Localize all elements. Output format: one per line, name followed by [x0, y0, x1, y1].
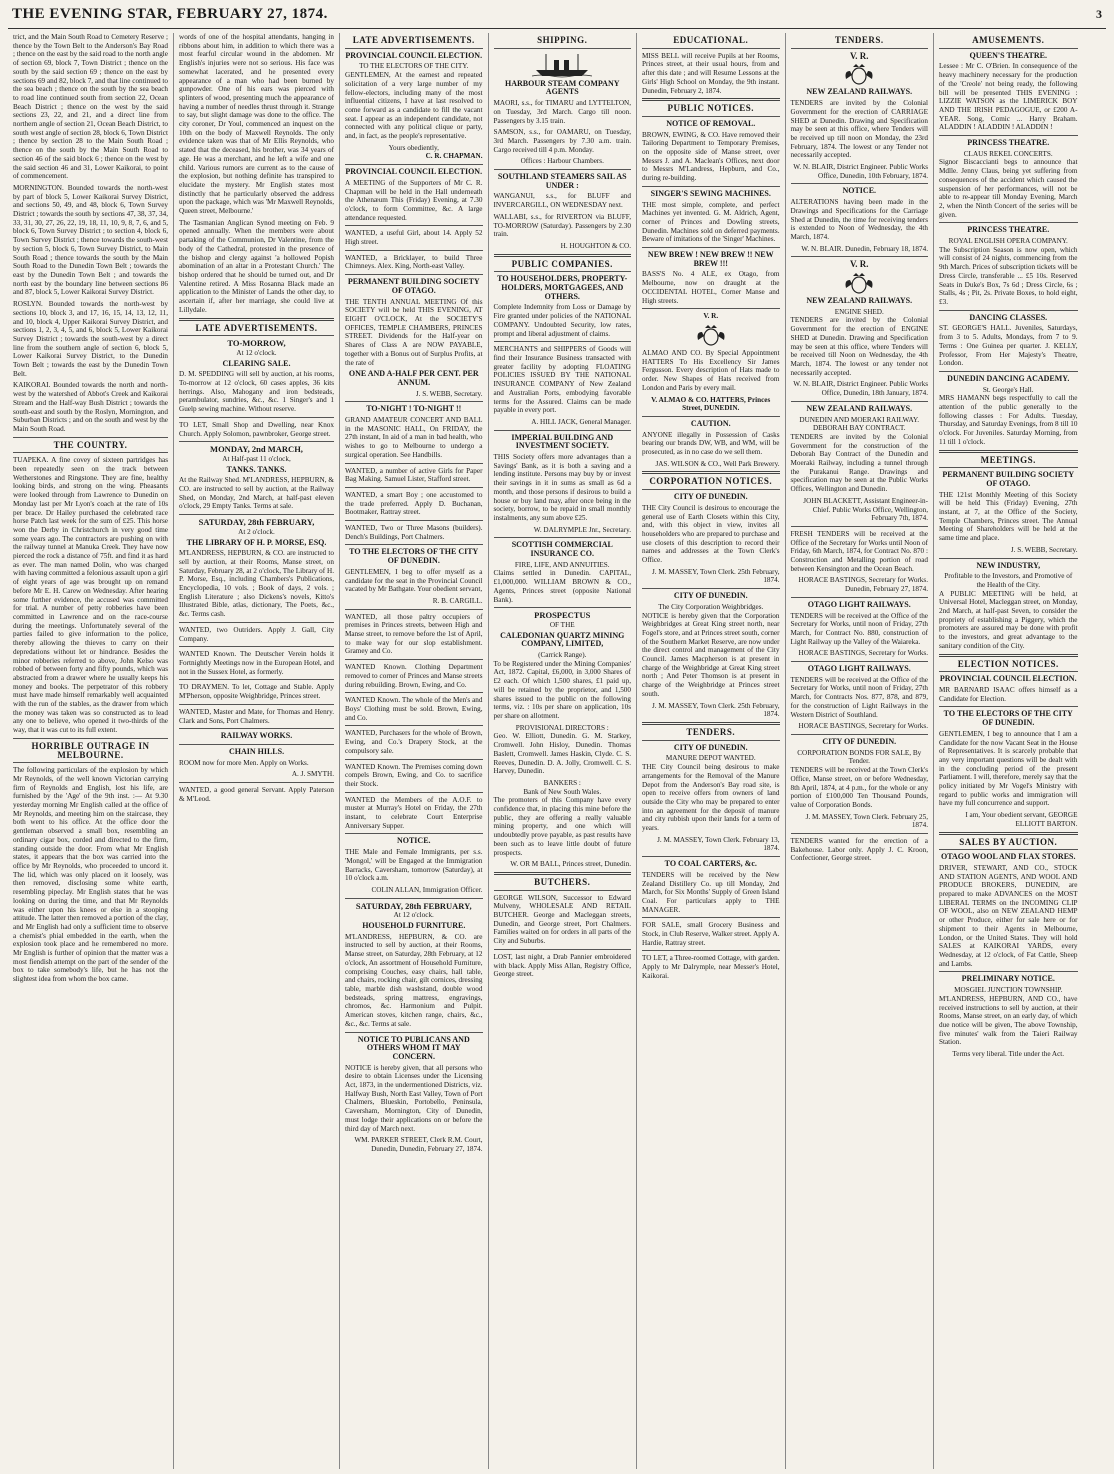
boundaries-text: trict, and the Main South Road to Cemetery Reserve ; thence by the Town Belt to the Anderson's Bay Road ; thence on the east by the said road to the north angle of section 69, block 7, Town District ; thence on the south by the said section 69 ; thence on the east by sections 69 and 82, block 7, and that line continued to the sea beach ; thence on the south by the sea beach to road line continued south from section 22, Ocean Beach District ; thence on the west by the said sections 23, 22, and 21, and a direct line from northern angle of section 21, Ocean Beach District, to south west angle of section 28, block 6, Town District ; thence by section 28 to the Main South Road ; thence on the south by the Main South Road to section 46 of the said block 6 ; thence on the west by the said section 46 and 31, Lower Kaikorai, to point of commencement. [13, 33, 168, 181]
almao-body: ALMAO AND CO. By Special Appointment HATTERS To His Excellency Sir James Fergusson. Every description of Hats made to order. New Shapes of Hats received from London and Paris by every mail. [642, 348, 780, 392]
masthead [8, 6, 1106, 29]
synod-text: The Tasmanian Anglican Synod meeting on Feb. 9 opened annually. When the members were about partaking of the Communion, Dr Valentine, from the body of the Cathedral, protested in the presence of the bishop and clergy against 'a hollowed Popish abomination of an altar in a Protestant Church.' The bishop ordered that he should be turned out, and Dr Valentine retired. A Miss Rosanna Black made an application to the Minister of Lands the other day, to ascertain if, after her marriage, she could live at Lillydale. [179, 218, 334, 314]
mornington-text: MORNINGTON. Bounded towards the north-west by part of block 5, Lower Kaikorai Survey District, and sections 50, 49, and 48, block 6, Town Survey District ; towards the south by sections 47, 38, 37, 34, 33, 31, 30, 27, 26, 22, 19, 18, 11, 10, 9, 8, 7, 6, and 5, block 6, Town Survey District ; to section 4, block 6, Town Survey District ; thence towards the south-west by section 5, block 6, Town Survey District, to Main South Road ; thence towards the south by the Main South Road to the Dunedin Town Belt ; towards the east by the Dunedin Town Belt ; and towards the north east by the boundary line between sections 86 and 87, block 5, Lower Kaikorai Survey District. [13, 183, 168, 297]
educational-heading: EDUCATIONAL. [673, 35, 749, 45]
cod-weighbridge-body: NOTICE is hereby given that the Corporation Weighbridges at Great King street north, near Fogel's store, and at Princes street south, corner of the Southern Market Reserve, are now under the direct control and management of the City Council. James Macpherson is at present in charge of the Weighbridge at Great King street north ; And Peter Thomson is at present in charge of the Weighbridge at Princes street south. [642, 611, 780, 698]
pbs-heading: PERMANENT BUILDING SOCIETY OF OTAGO. [347, 277, 480, 295]
dancing-classes-heading: DANCING CLASSES. [969, 312, 1048, 322]
corporation-notices-heading: CORPORATION NOTICES. [649, 476, 773, 487]
prospectus-signature: W. OR M BALL, Princes street, Dunedin. [510, 860, 631, 869]
wool-flax-heading: OTAGO WOOL AND FLAX STORES. [941, 852, 1076, 862]
scottish-heading: SCOTTISH COMMERCIAL INSURANCE CO. [511, 540, 613, 559]
otago-light-railways-heading-1: OTAGO LIGHT RAILWAYS. [807, 599, 911, 609]
caution-signature: JAS. WILSON & CO., Well Park Brewery. [655, 459, 780, 468]
outrage-continued: words of one of the hospital attendants, hanging in ribbons about him, in addition to which there was a most fearful circular wound in the abdomen. Mr English's injuries were not so serious. His face was somewhat lacerated, and he presented every appearance of a man who had been burned by gunpowder. One of his ears was pierced with splinters of wood, presenting much the appearance of having a number of needles thrust through it. Strange to say, but slight damage was done to the office. The city coroner, Dr Youl, commenced an inquest on the 10th on the body of Maxwell Reynolds. The only evidence taken was that of Mr Ellis Reynolds, who stated that the deceased, his brother, was 34 years of age. He was a merchant, and he left a wife and one child. Various rumors are current as to the cause of the explosion, but nothing definite has transpired to elucidate the mystery. Mr English states most distinctly that he particularly observed the address upon the package, which was 'Mr Maxwell Reynolds, Queen street, Melbourne.' [179, 33, 334, 216]
new-industry-heading: NEW INDUSTRY, [976, 560, 1041, 570]
royal-crest-icon [842, 272, 876, 294]
royal-crest-icon [694, 324, 728, 346]
nz-railways-heading-1: NEW ZEALAND RAILWAYS. [806, 87, 913, 97]
southland-railways-tender: TENDERS will be received at the Office of the Secretary for Works, until noon of Friday, 27th March, for Contracts Nos. 877, 878, and 879, for the construction of Light Railways in the Western District of Southland. [790, 675, 928, 719]
bankers-name: Bank of New South Wales. [523, 787, 602, 796]
ad-tanks-sale: MONDAY, 2nd MARCH, At Half-past 11 o'clock, TANKS. TANKS. At the Railway Shed. M'LANDRESS, HEPBURN, & CO. are instructed to sell by auction, at the Railway Shed, on Monday, 2nd March, at half-past eleven o'clock, 29 Empty Tanks. Terms at sale. [179, 444, 334, 511]
pbs-meeting-body: THE 121st Monthly Meeting of this Society will be held This (Friday) Evening, 27th instant, at 7, at the Office of the Society, Temple Chambers, Princes street. The Annual Meeting of Shareholders will be held at the same time and place. [939, 490, 1078, 543]
barton-electors-heading: TO THE ELECTORS OF THE CITY OF DUNEDIN. [943, 709, 1073, 728]
claus-rekel-body: Signor Biscaccianti begs to announce that Mdlle. Jenny Claus, being yet suffering from consequences of the accident which caused the suspension of her performances, will not be able to re-appear till Monday Evening, March 2, when the Ninth Concert of the series will be given. [939, 158, 1078, 219]
wool-flax-body: DRIVER, STEWART, AND CO., STOCK AND STATION AGENTS, AND WOOL AND PRODUCE BROKERS, DUNEDIN, are prepared to make ADVANCES on the MOST LIBERAL TERMS on the INCOMING CLIP OF WOOL, also on NEW ZEALAND HEMP or other Produce, either for sale here or for shipment to their Agents in Melbourne, London, or the United States. They will hold SALES at KAIKORAI YARDS, every Wednesday, at 12 o'clock, of Fat Cattle, Sheep and Lambs. [939, 863, 1078, 968]
southland-heading: SOUTHLAND STEAMERS SAIL AS UNDER : [497, 172, 627, 190]
chain-hills-heading: CHAIN HILLS. [228, 746, 285, 756]
election-notices-heading: ELECTION NOTICES. [957, 658, 1059, 669]
ad-wanted-purchasers: WANTED, Purchasers for the whole of Brown, Ewing, and Co.'s Drapery Stock, at the compulsory sale. [345, 729, 483, 755]
claus-rekel-heading: CLAUS REKEL CONCERTS. [963, 149, 1053, 158]
tenders-heading-col5: TENDERS. [686, 727, 736, 737]
sales-by-auction-heading: SALES BY AUCTION. [959, 836, 1058, 847]
almao-signature: V. ALMAO & CO. HATTERS, Princes Street, DUNEDIN. [651, 395, 771, 413]
roslyn-text: ROSLYN. Bounded towards the north-west by sections 10, block 3, and 17, 16, 15, 14, 13, 12, 11, and 10, block 4, Upper Kaikorai Survey District, and sections 1, 2, 3, 4, 5, and 6, block 5, Lower Kaikorai Survey District ; towards the south-west by a direct line from the southern angle of section 6, block 5, Lower Kaikorai Survey District, to the Dunedin Town Belt ; towards the east by the Dunedin Town Belt. [13, 300, 168, 378]
maori-sailing: MAORI, s.s., for TIMARU and LYTTELTON, on Tuesday, 3rd March. Cargo till noon. Passengers by 3.15 train. [493, 99, 631, 125]
deborah-bay-signature: JOHN BLACKETT, Assistant Engineer-in-Chief. Public Works Office, Wellington, February 7th, 1874. [803, 496, 928, 523]
bakehouse-tender: TENDERS wanted for the erection of a Bakehouse. Labor only. Apply J. C. Kroon, Confectioner, George street. [790, 837, 928, 863]
notice-heading: NOTICE. [842, 186, 877, 196]
alterations-notice: ALTERATIONS having been made in the Drawings and Specifications for the Carriage Shed at Dunedin, the time for receiving tenders is extended to Noon of Wednesday, the 4th March, 1874. [790, 198, 928, 241]
vr-line-2: V. R. [849, 259, 869, 270]
butchers-body: GEORGE WILSON, Successor to Edward Mulveny, WHOLESALE AND RETAIL BUTCHER. George and Macleggan streets, Dunedin, and George street, Port Chalmers. Families waited on for orders in all parts of the City and Suburbs. [493, 893, 631, 946]
furniture-time: At 12 o'clock. [393, 911, 434, 920]
pc-election-heading: PROVINCIAL COUNCIL ELECTION. [345, 50, 483, 60]
ad-servant: WANTED, a good general Servant. Apply Paterson & M'Leod. [179, 786, 334, 803]
insurance-body: Complete Indemnity from Loss or Damage by Fire granted under policies of the NATIONAL COMPANY. Undoubted Security, low rates, prompt and liberal adjustment of claims. [493, 303, 631, 338]
columns [8, 33, 1106, 1469]
ad-wanted-known-men: WANTED Known. The whole of the Men's and Boys' Clothing must be sold. Brown, Ewing, and Co. [345, 696, 483, 722]
houghton-signature: H. HOUGHTON & CO. [560, 241, 631, 250]
almao-vr: V. R. [703, 312, 719, 321]
engine-shed-signature: W. N. BLAIR, District Engineer. Public Works Office, Dunedin, 18th January, 1874. [793, 380, 928, 398]
dancing-academy-sub: St. George's Hall. [982, 385, 1034, 394]
barton-address: GENTLEMEN, I beg to announce that I am a Candidate for the now Vacant Seat in the House of Representatives. It is scarcely probable that any very important questions will be dealt with in the concluding period of the present Parliament. I will, therefore, merely say that the policy initiated by Mr Vogel's Ministry with regard to public works and immigration will have my full concurrence and support. [939, 729, 1078, 808]
opera-company-body: The Subscription Season is now open, which will consist of 24 nights, commencing from the 9th March. Prices of subscription tickets will be Dress Circle, transferable ... £5 10s. Reserved Seats in Duke's Box, 7s 6d ; Dress Circle, 6s ; Stalls, 4s ; Pit, 2s. Private Boxes, to hold eight, £3. [939, 245, 1078, 306]
cod-manure-signature: J. M. MASSEY, Town Clerk. February 13, 1874. [657, 835, 780, 853]
butchers-heading: BUTCHERS. [534, 876, 591, 887]
concert-body: GRAND AMATEUR CONCERT AND BALL in the MASONIC HALL, On FRIDAY, the 27th instant, In aid of a man in bad health, who wishes to go to Melbourne to undergo a surgical operation. See Handbills. [345, 416, 483, 459]
outrage-text: The following particulars of the explosion by which Mr Reynolds, of the well known Victorian carrying firm of Reynolds and English, lost his life, are furnished by the 'Age' of the 9th inst. :— At 9.30 yesterday morning Mr English called at the office of Mr Reynolds, and meeting him on the staircase, they both went to his office. At the office door the gentleman observed a small box, resembling an ordinary cigar box, corded and directed to the firm, standing outside the door. From what Mr English states, it appears that the box was carried into the office by Mr Reynolds, who proceeded to uncord it. The lid, which was only placed on it loosely, was then removed, disclosing some white earth, resembling pipeclay. Mr English states that he was looking on during the time, and that Mr Reynolds was either upon his knees or else in a stooping attitude. The latter then removed a portion of the clay, and Mr English had only a sufficient time to observe a chemist's phial embedded in the earth, when the explosion took place and he remembered no more. Mr English is further of opinion that the matter was a most fiendish attempt on the part of the sender of the box to take somebody's life, but he has not the slightest idea from whom the box came. [13, 766, 168, 984]
queens-theatre-heading: QUEEN'S THEATRE. [969, 50, 1047, 60]
wanganui-sailing: WANGANUI, s.s., for BLUFF and INVERCARGILL, ON WEDNESDAY next. [493, 192, 631, 210]
concert-heading: TO-NIGHT ! TO-NIGHT !! [366, 404, 462, 414]
cargill-address: GENTLEMEN, I beg to offer myself as a candidate for the seat in the Provincial Council vacated by Mr Bathgate. Your obedient servant, [345, 567, 483, 594]
publicans-signature: WM. PARKER STREET, Clerk R.M. Court, Dunedin, Dunedin, February 27, 1874. [354, 1136, 483, 1153]
royal-crest-icon [842, 63, 876, 85]
singer-body: THE most simple, complete, and perfect Machines yet invented. G. M. Aldrich, Agent, corner of Princes and Dowling streets, Dunedin. Machines sold on deferred payments. Beware of imitations of the 'Singer' Machines. [642, 200, 780, 244]
bankers-heading: BANKERS : [543, 778, 581, 787]
pbs-meeting-signature: J. S. WEBB, Secretary. [1010, 545, 1078, 554]
prospectus-of: OF THE [549, 620, 575, 629]
chapman-meeting: A MEETING of the Supporters of Mr C. R. Chapman will be held in the Hall underneath the Athenæum This (Friday) Evening, at 7.30 o'clock, to form Committee, &c. A large attendance requested. [345, 178, 483, 222]
prospectus-body: To be Registered under the Mining Companies' Act, 1872. Capital, £6,000, in 3,000 Shares of £2 each. Of which 1,500 shares, £1 paid up, will be retained by the proprietor, and 1,500 shares issued to the public on the following terms, viz. : 10s per share on application, 10s per share on allotment. [493, 659, 631, 720]
cottage-to-let: TO LET, a Three-roomed Cottage, with garden. Apply to Mr Dalrymple, near Messer's Hotel, Kaikorai. [642, 954, 780, 980]
deborah-bay-heading: DEBORAH BAY CONTRACT. [812, 424, 906, 433]
column-7 [934, 33, 1083, 1469]
otago-light-railways-heading-2: OTAGO LIGHT RAILWAYS. [807, 664, 911, 674]
pc-electors-sub: TO THE ELECTORS OF THE CITY. [359, 62, 469, 71]
cod-weighbridge-signature: J. M. MASSEY, Town Clerk. 25th February, 1874. [651, 701, 780, 719]
prospectus-body-2: The promoters of this Company have every confidence that, in placing this mine before the public, they are offering a really valuable mining property, and one which will undoubtedly prove payable, as past results have been such as to leave little doubt of future prospects. [493, 796, 631, 857]
column-4 [489, 33, 638, 1469]
new-brew-body: BASS'S No. 4 ALE, ex Otago, from Melbourne, now on draught at the OCCIDENTAL HOTEL, Corner Manse and High streets. [642, 270, 780, 305]
publicans-heading: NOTICE TO PUBLICANS AND OTHERS WHOM IT MAY CONCERN. [357, 1034, 470, 1061]
tenders-heading: TENDERS. [834, 35, 884, 45]
lost-notice: LOST, last night, a Drab Pannier embroidered with black. Apply Miss Allan, Registry Office, George street. [493, 952, 631, 979]
shipping-heading: SHIPPING. [537, 35, 588, 45]
city-bonds-sub: CORPORATION BONDS FOR SALE, By Tender. [797, 748, 922, 766]
scottish-body: Claims settled in Dunedin. CAPITAL, £1,000,000. WILLIAM BROWN & CO., Agents, Princes street (opposite National Bank). [493, 569, 631, 604]
public-notices-heading: PUBLIC NOTICES. [667, 103, 755, 114]
ad-draymen: TO DRAYMEN. To let, Cottage and Stable. Apply M'Pherson, opposite Weighbridge, Princes street. [179, 683, 334, 701]
ad-wanted-occupiers: WANTED, all those paltry occupiers of premises in Princes streets, between High and Manse street, to remove before the 1st of April, to make way for our slop establishment. Gramey and Co. [345, 612, 483, 656]
queens-theatre-body: Lessee : Mr C. O'Brien. In consequence of the heavy machinery necessary for the production of the 'Creole' not being ready, the following bill will be presented THIS EVENING : LIZZIE WATSON as the LIMERICK BOY AND THE IRISH PEDAGOGUE, or £200 A-YEAR. Song, Comic ... Harry Braham. ALADDIN ! ALADDIN ! ALADDIN ! [939, 62, 1078, 132]
wallabi-sailing: WALLABI, s.s., for RIVERTON via BLUFF, TO-MORROW (Saturday). Passengers by 2.30 train. [493, 212, 631, 239]
ad-master-mate: WANTED, Master and Mate, for Thomas and Henry. Clark and Sons, Port Chalmers. [179, 707, 334, 725]
page-number: 3 [1096, 7, 1102, 21]
newspaper-title: THE EVENING STAR, FEBRUARY 27, 1874. [12, 6, 328, 22]
scottish-sub: FIRE, LIFE, AND ANNUITIES. [514, 560, 610, 569]
opera-company-heading: ROYAL ENGLISH OPERA COMPANY. [948, 237, 1068, 246]
prospectus-heading: PROSPECTUS [534, 610, 591, 621]
chain-hills-text: ROOM now for more Men. Apply on Works. [179, 758, 309, 767]
cod-earth-closets-body: THE City Council is desirous to encourage the general use of Earth Closets within this City, and, with this object in view, invites all householders who are prepared to purchase and use closets of this description to record their names and addresses at the Town Clerk's Office. [642, 503, 780, 565]
steamship-illustration [532, 52, 592, 78]
imperial-heading: IMPERIAL BUILDING AND INVESTMENT SOCIETY. [511, 432, 614, 451]
waiareka-signature: HORACE BASTINGS, Secretary for Works. [798, 649, 928, 658]
chapman-address: GENTLEMEN, At the earnest and repeated solicitation of a very large number of my fellow-electors, including many of the most influential citizens, I have at last resolved to come forward as a candidate to fill the vacant seat. I appear as an independent candidate, not connected with any political clique or party, and, in fact, as the people's representative. [345, 71, 483, 141]
outrage-heading: HORRIBLE OUTRAGE IN MELBOURNE. [31, 740, 150, 760]
princess-theatre-heading-1: PRINCESS THEATRE. [967, 138, 1050, 148]
public-companies-heading: PUBLIC COMPANIES. [511, 258, 613, 269]
ad-wanted-known-clothing: WANTED Known. Clothing Department removed to corner of Princes and Manse streets during rebuilding. Brown, Ewing, and Co. [345, 663, 483, 689]
cargill-signature: R. B. CARGILL. [432, 596, 483, 605]
late-ads-heading: LATE ADVERTISEMENTS. [195, 322, 318, 333]
offices-line: Offices : Harbour Chambers. [520, 157, 604, 166]
cod-manure-body: THE City Council being desirous to make arrangements for the Removal of the Manure Depot from the Anderson's Bay road site, is open to receive offers from owners of land outside the City who may be prepared to enter into an agreement for the deposit of manure and city rubbish upon their lands for a term of years. [642, 763, 780, 833]
directors-list: Geo. W. Elliott, Dunedin. G. M. Starkey, Cromwell. John Hisloy, Dunedin. Thomas Baslett, Cromwell. James Haskin, Clyde. C. S. Reeves, Dunedin. D. A. Jolly, Cromwell. C. S. Harvey, Dunedin. [493, 732, 631, 776]
removal-body: BROWN, EWING, & CO. Have removed their Tailoring Department to Temporary Premises, on the opposite side of Manse street, over Messrs J. and A. Maclean's Offices, next door to Messrs M'Landress, Hepburn, and Co., during re-building. [642, 130, 780, 183]
alterations-signature: W. N. BLAIR. Dunedin, February 18, 1874. [801, 244, 928, 253]
electors-heading: TO THE ELECTORS OF THE CITY OF DUNEDIN. [349, 547, 479, 566]
singer-heading: SINGER'S SEWING MACHINES. [650, 188, 771, 198]
city-bonds-heading: CITY OF DUNEDIN. [822, 737, 897, 746]
column-6 [786, 33, 935, 1469]
late-ads-heading-2: LATE ADVERTISEMENTS. [352, 35, 475, 45]
samson-sailing: SAMSON, s.s., for OAMARU, on Tuesday, 3rd March. Passengers by 7.30 a.m. train. Cargo received till 4 p.m. Monday. [493, 128, 631, 154]
nz-railways-heading-3: NEW ZEALAND RAILWAYS. [806, 403, 913, 413]
mosgiel-body: M'LANDRESS, HEPBURN, AND CO., have received instructions to sell by auction, at their Rooms, Manse street, on an early day, of which due notice will be given, The above Township, five minutes' walk from the Taieri Railway Station. [939, 994, 1078, 1047]
immigrants-notice-heading: NOTICE. [396, 836, 431, 846]
prospectus-company: CALEDONIAN QUARTZ MINING COMPANY, LIMITED, [500, 630, 625, 649]
city-bonds-tender: TENDERS will be received at the Town Clerk's Office, Manse street, on or before Wednesday, 8th April, 1874, at 4 p.m., for the whole or any portion of £100,000 Ten Thousand Pounds, value of Corporation Bonds. [790, 766, 928, 809]
caution-body: ANYONE illegally in Possession of Casks bearing our brands DW, WB, and WM, will be prosecuted, as in no case do we sell them. [642, 430, 780, 457]
new-brew-heading: NEW BREW ! NEW BREW !! NEW BREW !!! [647, 250, 774, 268]
ad-shop-to-let: TO LET, Small Shop and Dwelling, near Knox Church. Apply Solomon, pawnbroker, George street. [179, 420, 334, 438]
coal-carters-heading: TO COAL CARTERS, &c. [664, 859, 757, 869]
barton-signature: I am, Your obedient servant, GEORGE ELLIOTT BARTON. [965, 811, 1078, 828]
imperial-body: THIS Society offers more advantages than a Savings' Bank, as it is both a saving and a lending institute. Persons may buy by or invest their savings in it in sums as small as 6d a month, and those persons if desirous to build a house or buy land may, after once being in the society, borrow, to be repaid in small monthly instalments, any sum above £25. [493, 453, 631, 522]
furniture-date: SATURDAY, 28th FEBRUARY, [355, 900, 472, 911]
isaac-candidacy: MR BARNARD ISAAC offers himself as a Candidate for Election. [939, 686, 1078, 703]
ad-wanted-bricklayer: WANTED, a Bricklayer, to build Three Chimneys. Alex. King, North-east Valley. [345, 253, 483, 271]
dancing-academy-heading: DUNEDIN DANCING ACADEMY. [947, 373, 1070, 383]
chapman-signature: C. R. CHAPMAN. [425, 152, 483, 161]
preliminary-notice-heading: PRELIMINARY NOTICE. [961, 974, 1055, 984]
column-3 [340, 33, 489, 1469]
engine-shed-heading: ENGINE SHED. [834, 307, 884, 316]
southland-railways-signature: HORACE BASTINGS, Secretary for Works. [798, 722, 928, 731]
city-bonds-signature: J. M. MASSEY, Town Clerk. February 25, 1874. [805, 812, 928, 830]
ad-wanted-aof: WANTED the Members of the A.O.F. to muster at Murray's Hotel on Friday, the 27th instant, to celebrate Court Enterprise Anniversary Supper. [345, 795, 483, 830]
harbour-steam-heading: HARBOUR STEAM COMPANY AGENTS [504, 78, 620, 97]
deborah-bay-tender: TENDERS are invited by the Colonial Government for the construction of the Deborah Bay Contract of the Dunedin and Moeraki Railway, including a tunnel through the Purakanui Range. Drawings and specification may be seen at the Public Works Offices, Wellington and Dunedin. [790, 432, 928, 494]
furniture-body: M'LANDRESS, HEPBURN, & CO. are instructed to sell by auction, at their Rooms, Manse street, on Saturday, 28th February, at 12 o'clock, An assortment of Household Furniture, comprising Couches, easy chairs, hall table, and chairs, rocking chair, gilt cornices, dressing table, marble dish washstand, double wood bedsteads, spring mattress, engravings, chromos, &c. Harmonium and Pulpit. American stoves, kitchen range, chairs, &c., &c., &c. Terms at sale. [345, 932, 483, 1028]
dancing-academy-body: MRS HAMANN begs respectfully to call the attention of the public generally to the following classes : For Adults. Tuesday, Thursday, and Saturday Evenings, from 8 till 10 o'clock. For Juveniles. Saturday Morning, from 11 till 1 o'clock. [939, 394, 1078, 446]
country-heading: THE COUNTRY. [53, 439, 128, 450]
immigrants-notice: THE Male and Female Immigrants, per s.s. 'Mongol,' will be Engaged at the Immigration Barracks, Caversham, tomorrow (Saturday), at 10 o'clock a.m. [345, 848, 483, 883]
fresh-tenders-signature: HORACE BASTINGS, Secretary for Works. Dunedin, February 27, 1874. [798, 576, 928, 594]
ad-wanted-girl: WANTED, a useful Girl, about 14. Apply 52 High street. [345, 229, 483, 247]
pc-election-heading-2: PROVINCIAL COUNCIL ELECTION. [345, 167, 483, 177]
ad-deutscher-verein: WANTED Known. The Deutscher Verein holds it Fortnightly Meetings now in the European Hotel, and not in the Sussex Hotel, as formerly. [179, 650, 334, 676]
carriage-shed-tender: TENDERS are invited by the Colonial Government for the erection of CARRIAGE SHED at Dunedin. Drawing and Specification may be seen at this office, where Tenders will be received up till noon on Monday, the 23rd February, 1874. The lowest or any Tender not necessarily accepted. [790, 99, 928, 160]
ad-wanted-boy: WANTED, a smart Boy ; one accustomed to the trade preferred. Apply D. Buchanan, Bootmaker, Rattray street. [345, 490, 483, 517]
country-text: TUAPEKA. A fine covey of sixteen partridges has been repeatedly seen on the track between Wetherstones and Ringstone. They are fine, healthy looking birds, and strong on the wing. Pheasants were looked through from Lawrence to Dunedin on Monday last per Mr Lyon's coach at the rate of 10s per brace. Dr Hailey purchased the celebrated race horse Patch last week for the sum of £25. This horse won the Derby in Christchurch in very good time some years ago. The contractors are pushing on with the railway tunnel at Manuka Creek. They have now pierced the rock a distance of 75ft. and find it as hard as ever. The man named Dolin, who was charged with having committed a felonious assault upon a girl of eight years of age was brought up on remand before Mr E. H. Carew on Wednesday. After hearing some further evidence, the accused was committed for trial. A number of petty robberies have been committed in Lawrence and on the race-course during the meetings. Unfortunately several of the parties failed to give information to the police, thereby allowing the thieves to carry on their depredations without let or hindrance. Besides the minor robberies referred to above, John Kelso was robbed of between forty and fifty pounds, which was abstracted from a drawer where he usually keeps his money and books. The perpetrator of this robbery must have made himself remarkably well acquainted with the run of the stables, as the drawer from which the money was taken was so constructed as to lead any one to believe, who opened it two-thirds of the way, that it was cut to its full extent. [13, 456, 168, 735]
imperial-signature: W. DALRYMPLE Jnr., Secretary. [533, 525, 631, 534]
railway-works-heading: RAILWAY WORKS. [220, 731, 293, 741]
grocery-sale: FOR SALE, small Grocery Business and Stock, in Club Reserve, Walker street. Apply A. Hardie, Rattray street. [642, 921, 780, 947]
kaikorai-text: KAIKORAI. Bounded towards the north and north-west by the watershed of Abbot's Creek and Kaikorai Stream and the Half-way Bush District ; towards the south-east and south by the Roslyn, Mornington, and Suburban Districts ; and on the south and west by the Main South Road. [13, 381, 168, 433]
miss-bell-notice: MISS BELL will receive Pupils at her Rooms, Princes street, at their usual hours, from and after this date ; and will Resume Lessons at the Girls' High School on Monday, the 9th instant. Dunedin, February 2, 1874. [642, 51, 780, 95]
ad-wanted-masons: WANTED, Two or Three Masons (builders). Dench's Buildings, Port Chalmers. [345, 524, 483, 541]
mosgiel-heading: MOSGIEL JUNCTION TOWNSHIP. [954, 986, 1063, 995]
pbs-body: THE TENTH ANNUAL MEETING Of this SOCIETY will be held THIS EVENING, AT EIGHT O'CLOCK, At the SOCIETY'S OFFICES, TEMPLE CHAMBERS, PRINCES STREET. Dividends for the Half-year on Shares of Class A are NOW PAYABLE, together with a Bonus out of Surplus Profits, at the rate of [345, 297, 483, 367]
ad-wanted-known-premises: WANTED Known. The Premises coming down compels Brown, Ewing, and Co. to sacrifice their Stock. [345, 762, 483, 788]
princess-theatre-heading-2: PRINCESS THEATRE. [967, 225, 1050, 235]
cod-weighbridge-heading: CITY OF DUNEDIN. [673, 591, 748, 601]
ad-clearing-sale: TO-MORROW, At 12 o'clock. CLEARING SALE. D. M. SPEDDING will sell by auction, at his rooms, To-morrow at 12 o'clock, 60 cases apples, 36 kits herrings. Also, Mahogany and iron bedsteads, perambulator, sundries, &c., &c. 1 Singer's and 1 Guelp sewing machine. Without reserve. [179, 338, 334, 414]
cod-manure-sub: MANURE DEPOT WANTED. [665, 754, 756, 763]
cod-weighbridge-sub: The City Corporation Weighbridges. [658, 602, 764, 611]
pbs-meeting-heading: PERMANENT BUILDING SOCIETY OF OTAGO. [942, 470, 1075, 488]
carriage-shed-signature: W. N. BLAIR, District Engineer. Public Works Office, Dunedin, 10th February, 1874. [793, 163, 928, 180]
pbs-rate: ONE AND A-HALF PER CENT. PER ANNUM. [348, 369, 479, 387]
prospectus-sub: (Carrick Range). [538, 651, 587, 660]
merchants-body: MERCHANTS and SHIPPERS of Goods will find their Insurance Business transacted with greater facility by adopting FLOATING POLICIES ISSUED BY THE NATIONAL INSURANCE COMPANY of New Zealand and Australian Ports, embodying favorable terms for the Assured. Claims can be made payable in every port. [493, 345, 631, 415]
nz-railways-heading-2: NEW ZEALAND RAILWAYS. [806, 296, 913, 306]
fresh-tenders: FRESH TENDERS will be received at the Office of the Secretary for Works until Noon of Friday, 6th March, 1874, for Contract No. 870 : Construction and Metalling portion of road between Kensington and the Ocean Beach. [790, 529, 928, 573]
ad-wanted-paper-bag: WANTED, a number of active Girls for Paper Bag Making. Samuel Lister, Stafford street. [345, 466, 483, 484]
cod-manure-heading: CITY OF DUNEDIN. [673, 742, 748, 752]
merchants-signature: A. HILL JACK, General Manager. [531, 417, 631, 426]
new-industry-body: A PUBLIC MEETING will be held, at Universal Hotel, Macleggan street, on Monday, 2nd March, at half-past Seven, to consider the propriety of establishing a Piggery, which the promoters are assured may be done with profit to the investors, and great advantage to the sanitary condition of the City. [939, 589, 1078, 650]
coal-carters-body: TENDERS will be received by the New Zealand Distillery Co. up till Monday, 2nd March, for Six Months' Supply of Green Island Coal. For particulars apply to THE MANAGER. [642, 870, 780, 914]
cod-earth-closets-signature: J. M. MASSEY, Town Clerk. 25th February, 1874. [651, 567, 780, 585]
insurance-heading: TO HOUSEHOLDERS, PROPERTY-HOLDERS, MORTGAGEES, AND OTHERS. [497, 274, 628, 301]
waiareka-tender: TENDERS will be received at the Office of the Secretary for Works, until noon of Friday, 27th March, for Contract No. 880, construction of Light Railway up the Valley of the Waiareka. [790, 611, 928, 646]
directors-heading: PROVISIONAL DIRECTORS : [515, 723, 609, 732]
new-industry-sub: Profitable to the Investors, and Promotive of the Health of the City. [944, 572, 1073, 589]
dancing-classes-body: ST. GEORGE'S HALL. Juveniles, Saturdays, from 3 to 5. Adults, Mondays, from 7 to 9. Terms : One Guinea per quarter. J. KELLY, Professor, From Her Majesty's Theatre, London. [939, 324, 1078, 368]
immigrants-signature: COLIN ALLAN, Immigration Officer. [371, 885, 483, 894]
removal-heading: NOTICE OF REMOVAL. [666, 118, 756, 128]
ad-outriders: WANTED, two Outriders. Apply J. Gall, City Company. [179, 625, 334, 643]
column-1 [8, 33, 174, 1469]
ad-library-sale: SATURDAY, 28th FEBRUARY, At 2 o'clock. THE LIBRARY OF H. P. MORSE, ESQ. M'LANDRESS, HEPBURN, & CO. are instructed to sell by auction, at their Rooms, Manse street, on Saturday, February 28, at 2 o'clock, The Library of H. P. Morse, Esq., including Chambers's Publications, Encyclopedia, 10 vols. ; Book of days, 2 vols. ; English Literature ; also Dickens's novels, Kitto's Illustrated Bible, atlas, dictionary, The Poets, &c., &c. Terms cash. [179, 517, 334, 619]
furniture-heading: HOUSEHOLD FURNITURE. [362, 921, 466, 931]
moeraki-heading: DUNEDIN AND MOERAKI RAILWAY. [799, 415, 920, 424]
caution-heading: CAUTION. [690, 418, 731, 428]
pbs-signature: J. S. WEBB, Secretary. [415, 389, 483, 398]
vr-line-1: V. R. [849, 50, 869, 61]
provincial-election-heading: PROVINCIAL COUNCIL ELECTION. [939, 674, 1077, 684]
column-2 [174, 33, 340, 1469]
column-5 [637, 33, 786, 1469]
publicans-body: NOTICE is hereby given, that all persons who desire to obtain Licenses under the Licensing Act, 1873, in the undermentioned Districts, viz. Halfway Bush, North East Valley, Town of Port Chalmers, Blueskin, Portobello, Peninsula, Caversham, Mornington, City of Dunedin, must lodge their applications on or before the third day of March next. [345, 1063, 483, 1133]
cod-earth-closets-heading: CITY OF DUNEDIN. [673, 492, 748, 502]
meetings-heading: MEETINGS. [980, 454, 1036, 465]
engine-shed-tender: TENDERS are invited by the Colonial Government for the erection of ENGINE SHED at Dunedin. Drawing and Specification may be seen at this office, where Tenders will be received till Noon on Wednesday, the 4th March, 1874. The lowest or any tender not necessarily accepted. [790, 316, 928, 377]
chain-hills-signature: A. J. SMYTH. [291, 770, 334, 779]
amusements-heading: AMUSEMENTS. [972, 35, 1045, 45]
mosgiel-terms: Terms very liberal. Title under the Act. [952, 1050, 1065, 1059]
chapman-close: Yours obediently, [388, 143, 439, 152]
